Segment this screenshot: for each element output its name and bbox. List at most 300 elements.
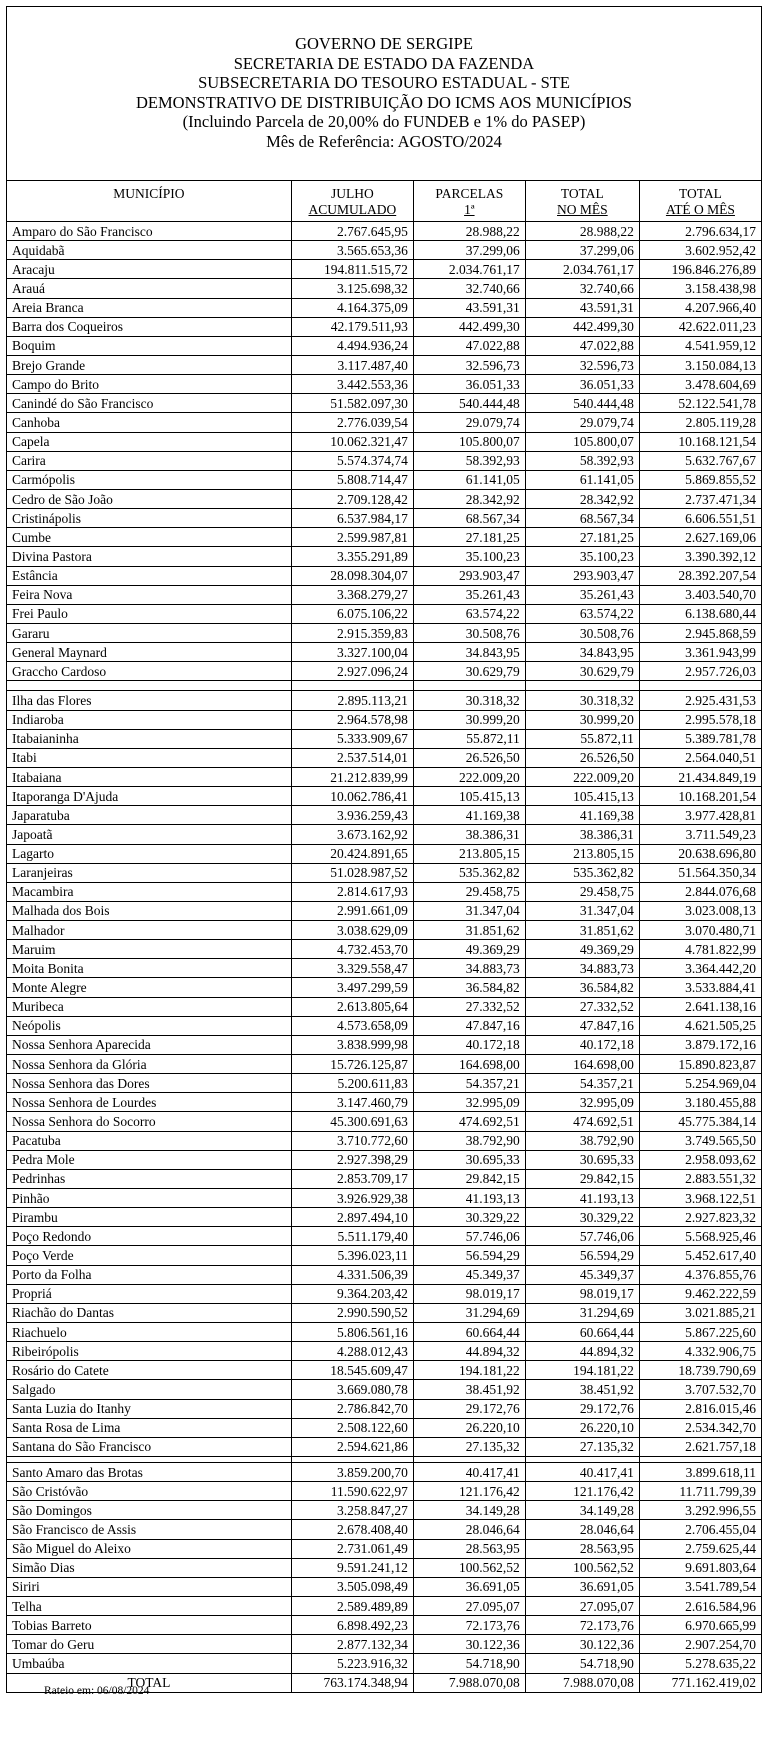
municipio-name: Pedra Mole	[7, 1150, 292, 1169]
julho-acumulado: 3.505.098,49	[291, 1577, 413, 1596]
municipio-name: Lagarto	[7, 844, 292, 863]
julho-acumulado: 2.927.398,29	[291, 1150, 413, 1169]
julho-acumulado: 6.075.106,22	[291, 604, 413, 623]
parcela-1: 54.357,21	[413, 1074, 525, 1093]
municipio-name: Nossa Senhora de Lourdes	[7, 1093, 292, 1112]
julho-acumulado: 2.895.113,21	[291, 691, 413, 710]
total-no-mes: 28.988,22	[525, 222, 639, 241]
total-ate-o-mes: 3.021.885,21	[639, 1303, 761, 1322]
parcela-1: 28.988,22	[413, 222, 525, 241]
table-row	[7, 1227, 762, 1246]
julho-acumulado: 3.859.200,70	[291, 1463, 413, 1482]
julho-acumulado: 10.062.786,41	[291, 787, 413, 806]
total-no-mes: 29.079,74	[525, 413, 639, 432]
parcela-1: 30.695,33	[413, 1150, 525, 1169]
total-no-mes: 36.691,05	[525, 1577, 639, 1596]
total-ate-o-mes: 4.207.966,40	[639, 298, 761, 317]
table-row	[7, 317, 762, 336]
municipio-name: Canindé do São Francisco	[7, 394, 292, 413]
municipio-name: Neópolis	[7, 1016, 292, 1035]
municipio-name: Campo do Brito	[7, 375, 292, 394]
julho-acumulado: 28.098.304,07	[291, 566, 413, 585]
total-no-mes: 30.695,33	[525, 1150, 639, 1169]
table-row	[7, 222, 762, 241]
table-row	[7, 844, 762, 863]
municipio-name: Frei Paulo	[7, 604, 292, 623]
total-no-mes: 105.800,07	[525, 432, 639, 451]
total-no-mes: 29.172,76	[525, 1399, 639, 1418]
gap-cell	[7, 681, 292, 691]
parcela-1: 34.883,73	[413, 959, 525, 978]
julho-acumulado: 15.726.125,87	[291, 1055, 413, 1074]
total-ate-o-mes: 2.957.726,03	[639, 662, 761, 681]
julho-acumulado: 4.573.658,09	[291, 1016, 413, 1035]
total-ate-o-mes: 4.781.822,99	[639, 940, 761, 959]
parcela-1: 98.019,17	[413, 1284, 525, 1303]
parcela-1: 57.746,06	[413, 1227, 525, 1246]
total-ate-o-mes: 5.568.925,46	[639, 1227, 761, 1246]
julho-acumulado: 3.669.080,78	[291, 1380, 413, 1399]
parcela-1: 27.095,07	[413, 1596, 525, 1615]
total-ate-o-mes: 20.638.696,80	[639, 844, 761, 863]
document-header	[6, 6, 762, 180]
total-ate-o-mes: 2.706.455,04	[639, 1520, 761, 1539]
table-row	[7, 1131, 762, 1150]
total-no-mes: 34.843,95	[525, 643, 639, 662]
parcela-1: 27.135,32	[413, 1437, 525, 1456]
total-ate-o-mes: 4.376.855,76	[639, 1265, 761, 1284]
total-no-mes: 35.100,23	[525, 547, 639, 566]
municipio-name: Feira Nova	[7, 585, 292, 604]
parcela-1: 105.415,13	[413, 787, 525, 806]
julho-acumulado: 5.808.714,47	[291, 470, 413, 489]
table-row	[7, 528, 762, 547]
julho-acumulado: 3.710.772,60	[291, 1131, 413, 1150]
total-no-mes: 57.746,06	[525, 1227, 639, 1246]
total-ate-o-mes: 5.254.969,04	[639, 1074, 761, 1093]
julho-acumulado: 2.786.842,70	[291, 1399, 413, 1418]
municipio-name: Poço Verde	[7, 1246, 292, 1265]
julho-acumulado: 4.331.506,39	[291, 1265, 413, 1284]
julho-acumulado: 5.574.374,74	[291, 451, 413, 470]
column-header-municipio-blank	[7, 202, 292, 222]
parcela-1: 47.847,16	[413, 1016, 525, 1035]
julho-acumulado: 5.200.611,83	[291, 1074, 413, 1093]
table-row	[7, 1265, 762, 1284]
total-ate-o-mes: 5.389.781,78	[639, 729, 761, 748]
municipio-name: Ilha das Flores	[7, 691, 292, 710]
julho-acumulado: 3.038.629,09	[291, 921, 413, 940]
column-header-row-top	[7, 181, 762, 202]
parcela-1: 30.508,76	[413, 623, 525, 642]
total-ate-o-mes: 3.977.428,81	[639, 806, 761, 825]
total-no-mes: 40.417,41	[525, 1463, 639, 1482]
municipio-name: Riachão do Dantas	[7, 1303, 292, 1322]
julho-acumulado: 2.990.590,52	[291, 1303, 413, 1322]
julho-acumulado: 51.028.987,52	[291, 863, 413, 882]
total-ate-o-mes: 3.749.565,50	[639, 1131, 761, 1150]
total-ate-o-mes: 52.122.541,78	[639, 394, 761, 413]
total-ate-o-mes: 9.691.803,64	[639, 1558, 761, 1577]
julho-acumulado: 3.442.553,36	[291, 375, 413, 394]
julho-acumulado: 3.117.487,40	[291, 355, 413, 374]
parcela-1: 58.392,93	[413, 451, 525, 470]
total-ate-o-mes: 6.970.665,99	[639, 1616, 761, 1635]
table-row	[7, 863, 762, 882]
icms-distribution-table	[6, 180, 762, 1693]
municipio-name: Graccho Cardoso	[7, 662, 292, 681]
municipio-name: Indiaroba	[7, 710, 292, 729]
total-no-mes: 121.176,42	[525, 1482, 639, 1501]
parcela-1: 41.193,13	[413, 1189, 525, 1208]
municipio-name: Maruim	[7, 940, 292, 959]
julho-acumulado: 51.582.097,30	[291, 394, 413, 413]
table-row	[7, 623, 762, 642]
table-row	[7, 1654, 762, 1673]
parcela-1: 31.294,69	[413, 1303, 525, 1322]
total-ate-o-mes: 51.564.350,34	[639, 863, 761, 882]
parcela-1: 60.664,44	[413, 1323, 525, 1342]
parcela-1: 121.176,42	[413, 1482, 525, 1501]
julho-acumulado: 4.288.012,43	[291, 1342, 413, 1361]
total-ate-o-mes: 2.925.431,53	[639, 691, 761, 710]
municipio-name: Estância	[7, 566, 292, 585]
julho-acumulado: 2.537.514,01	[291, 748, 413, 767]
municipio-name: São Francisco de Assis	[7, 1520, 292, 1539]
julho-acumulado: 2.776.039,54	[291, 413, 413, 432]
julho-acumulado: 3.673.162,92	[291, 825, 413, 844]
parcela-1: 31.851,62	[413, 921, 525, 940]
total-ate-o-mes: 196.846.276,89	[639, 260, 761, 279]
municipio-name: Laranjeiras	[7, 863, 292, 882]
table-row	[7, 882, 762, 901]
row-gap	[7, 681, 762, 691]
julho-acumulado: 2.678.408,40	[291, 1520, 413, 1539]
column-header-julho: JULHO	[291, 181, 413, 202]
total-ate-o-mes: 2.641.138,16	[639, 997, 761, 1016]
total-no-mes: 68.567,34	[525, 509, 639, 528]
gap-cell	[413, 681, 525, 691]
total-ate-o-mes: 4.332.906,75	[639, 1342, 761, 1361]
total-no-mes: 38.792,90	[525, 1131, 639, 1150]
parcela-1: 30.629,79	[413, 662, 525, 681]
municipio-name: Salgado	[7, 1380, 292, 1399]
total-no-mes: 32.596,73	[525, 355, 639, 374]
total-no-mes: 31.294,69	[525, 1303, 639, 1322]
total-no-mes: 28.046,64	[525, 1520, 639, 1539]
julho-acumulado: 2.709.128,42	[291, 489, 413, 508]
parcela-1: 100.562,52	[413, 1558, 525, 1577]
table-row	[7, 1112, 762, 1131]
parcela-1: 30.318,32	[413, 691, 525, 710]
table-row	[7, 901, 762, 920]
municipio-name: Simão Dias	[7, 1558, 292, 1577]
total-no-mes: 105.415,13	[525, 787, 639, 806]
total-ate-o-mes: 2.945.868,59	[639, 623, 761, 642]
total-no-mes: 29.842,15	[525, 1169, 639, 1188]
column-header-total-ate: TOTAL	[639, 181, 761, 202]
total-no-mes: 222.009,20	[525, 767, 639, 786]
table-row	[7, 1399, 762, 1418]
total-no-mes: 54.718,90	[525, 1654, 639, 1673]
parcela-1: 30.999,20	[413, 710, 525, 729]
municipio-name: Nossa Senhora Aparecida	[7, 1035, 292, 1054]
total-no-mes: 34.883,73	[525, 959, 639, 978]
municipio-name: Cedro de São João	[7, 489, 292, 508]
total-no-mes: 58.392,93	[525, 451, 639, 470]
total-ate-o-mes: 5.867.225,60	[639, 1323, 761, 1342]
total-no-mes: 293.903,47	[525, 566, 639, 585]
total-no-mes: 442.499,30	[525, 317, 639, 336]
column-header-parcelas: PARCELAS	[413, 181, 525, 202]
julho-acumulado: 3.125.698,32	[291, 279, 413, 298]
parcela-1: 222.009,20	[413, 767, 525, 786]
municipio-name: Tomar do Geru	[7, 1635, 292, 1654]
total-julho: 763.174.348,94	[291, 1673, 413, 1692]
municipio-name: Propriá	[7, 1284, 292, 1303]
parcela-1: 61.141,05	[413, 470, 525, 489]
parcela-1: 32.995,09	[413, 1093, 525, 1112]
municipio-name: Carmópolis	[7, 470, 292, 489]
parcela-1: 40.417,41	[413, 1463, 525, 1482]
parcela-1: 54.718,90	[413, 1654, 525, 1673]
column-subheader-acumulado: ACUMULADO	[291, 202, 413, 222]
municipio-name: General Maynard	[7, 643, 292, 662]
julho-acumulado: 3.355.291,89	[291, 547, 413, 566]
municipio-name: Santa Rosa de Lima	[7, 1418, 292, 1437]
total-ate-o-mes: 2.958.093,62	[639, 1150, 761, 1169]
table-row	[7, 1342, 762, 1361]
table-row	[7, 336, 762, 355]
julho-acumulado: 3.258.847,27	[291, 1501, 413, 1520]
municipio-name: Malhador	[7, 921, 292, 940]
parcela-1: 49.369,29	[413, 940, 525, 959]
parcela-1: 38.386,31	[413, 825, 525, 844]
total-no-mes: 31.851,62	[525, 921, 639, 940]
table-row	[7, 1284, 762, 1303]
parcela-1: 40.172,18	[413, 1035, 525, 1054]
parcela-1: 30.122,36	[413, 1635, 525, 1654]
municipio-name: Santo Amaro das Brotas	[7, 1463, 292, 1482]
municipio-name: Ribeirópolis	[7, 1342, 292, 1361]
municipio-name: Riachuelo	[7, 1323, 292, 1342]
total-ate-o-mes: 3.023.008,13	[639, 901, 761, 920]
table-row	[7, 1208, 762, 1227]
municipio-name: São Miguel do Aleixo	[7, 1539, 292, 1558]
parcela-1: 213.805,15	[413, 844, 525, 863]
table-row	[7, 1437, 762, 1456]
table-row	[7, 394, 762, 413]
municipio-name: Santana do São Francisco	[7, 1437, 292, 1456]
table-row	[7, 260, 762, 279]
municipio-name: Pinhão	[7, 1189, 292, 1208]
total-no-mes: 40.172,18	[525, 1035, 639, 1054]
julho-acumulado: 2.877.132,34	[291, 1635, 413, 1654]
parcela-1: 26.526,50	[413, 748, 525, 767]
total-ate-o-mes: 5.452.617,40	[639, 1246, 761, 1265]
julho-acumulado: 5.333.909,67	[291, 729, 413, 748]
total-ate-o-mes: 2.616.584,96	[639, 1596, 761, 1615]
total-no-mes: 34.149,28	[525, 1501, 639, 1520]
total-no-mes: 540.444,48	[525, 394, 639, 413]
table-row	[7, 1361, 762, 1380]
julho-acumulado: 5.223.916,32	[291, 1654, 413, 1673]
table-row	[7, 432, 762, 451]
municipio-name: Monte Alegre	[7, 978, 292, 997]
total-no-mes: 72.173,76	[525, 1616, 639, 1635]
total-no-mes: 29.458,75	[525, 882, 639, 901]
municipio-name: Brejo Grande	[7, 355, 292, 374]
total-ate-o-mes: 3.158.438,98	[639, 279, 761, 298]
total-no-mes: 27.332,52	[525, 997, 639, 1016]
municipio-name: Capela	[7, 432, 292, 451]
table-row	[7, 806, 762, 825]
parcela-1: 32.596,73	[413, 355, 525, 374]
municipio-name: Arauá	[7, 279, 292, 298]
municipio-name: Gararu	[7, 623, 292, 642]
julho-acumulado: 3.329.558,47	[291, 959, 413, 978]
header-line-subtitle: (Incluindo Parcela de 20,00% do FUNDEB e 1% do PASEP)	[182, 112, 586, 131]
parcela-1: 34.149,28	[413, 1501, 525, 1520]
parcela-1: 27.181,25	[413, 528, 525, 547]
julho-acumulado: 2.814.617,93	[291, 882, 413, 901]
municipio-name: Tobias Barreto	[7, 1616, 292, 1635]
table-row	[7, 662, 762, 681]
parcela-1: 38.451,92	[413, 1380, 525, 1399]
total-ate-o-mes: 21.434.849,19	[639, 767, 761, 786]
table-row	[7, 643, 762, 662]
total-ate-o-mes: 2.805.119,28	[639, 413, 761, 432]
total-no-mes: 7.988.070,08	[525, 1673, 639, 1692]
total-no-mes: 100.562,52	[525, 1558, 639, 1577]
table-row	[7, 604, 762, 623]
municipio-name: Umbaúba	[7, 1654, 292, 1673]
total-no-mes: 55.872,11	[525, 729, 639, 748]
table-row	[7, 1616, 762, 1635]
parcela-1: 38.792,90	[413, 1131, 525, 1150]
column-subheader-parcela-1: 1ª	[413, 202, 525, 222]
julho-acumulado: 9.591.241,12	[291, 1558, 413, 1577]
total-no-mes: 213.805,15	[525, 844, 639, 863]
total-no-mes: 35.261,43	[525, 585, 639, 604]
column-header-municipio: MUNICÍPIO	[7, 181, 292, 202]
julho-acumulado: 10.062.321,47	[291, 432, 413, 451]
total-no-mes: 45.349,37	[525, 1265, 639, 1284]
table-row	[7, 1501, 762, 1520]
column-subheader-ate-o-mes: ATÉ O MÊS	[639, 202, 761, 222]
parcela-1: 68.567,34	[413, 509, 525, 528]
municipio-name: Canhoba	[7, 413, 292, 432]
total-no-mes: 36.051,33	[525, 375, 639, 394]
table-row	[7, 748, 762, 767]
total-no-mes: 28.342,92	[525, 489, 639, 508]
total-no-mes: 63.574,22	[525, 604, 639, 623]
total-ate-o-mes: 5.869.855,52	[639, 470, 761, 489]
total-ate-o-mes: 3.968.122,51	[639, 1189, 761, 1208]
total-no-mes: 54.357,21	[525, 1074, 639, 1093]
municipio-name: Poço Redondo	[7, 1227, 292, 1246]
header-line-subsecretariat: SUBSECRETARIA DO TESOURO ESTADUAL - STE	[198, 73, 570, 92]
municipio-name: Aracaju	[7, 260, 292, 279]
julho-acumulado: 194.811.515,72	[291, 260, 413, 279]
julho-acumulado: 6.898.492,23	[291, 1616, 413, 1635]
total-ate-o-mes: 2.627.169,06	[639, 528, 761, 547]
gap-cell	[525, 681, 639, 691]
parcela-1: 28.046,64	[413, 1520, 525, 1539]
table-row	[7, 1418, 762, 1437]
total-ate-o-mes: 3.899.618,11	[639, 1463, 761, 1482]
total-no-mes: 56.594,29	[525, 1246, 639, 1265]
total-no-mes: 2.034.761,17	[525, 260, 639, 279]
total-no-mes: 38.386,31	[525, 825, 639, 844]
table-row	[7, 1303, 762, 1322]
table-row	[7, 566, 762, 585]
document	[6, 6, 762, 1693]
julho-acumulado: 3.497.299,59	[291, 978, 413, 997]
total-ate-o-mes: 18.739.790,69	[639, 1361, 761, 1380]
municipio-name: Macambira	[7, 882, 292, 901]
julho-acumulado: 3.327.100,04	[291, 643, 413, 662]
total-ate-o-mes: 11.711.799,39	[639, 1482, 761, 1501]
municipio-name: Itabi	[7, 748, 292, 767]
parcela-1: 35.261,43	[413, 585, 525, 604]
julho-acumulado: 2.613.805,64	[291, 997, 413, 1016]
julho-acumulado: 2.767.645,95	[291, 222, 413, 241]
parcela-1: 29.458,75	[413, 882, 525, 901]
table-row	[7, 1169, 762, 1188]
total-no-mes: 47.022,88	[525, 336, 639, 355]
total-ate-o-mes: 3.180.455,88	[639, 1093, 761, 1112]
total-no-mes: 43.591,31	[525, 298, 639, 317]
table-row	[7, 1596, 762, 1615]
total-ate-o-mes: 771.162.419,02	[639, 1673, 761, 1692]
parcela-1: 56.594,29	[413, 1246, 525, 1265]
table-row	[7, 959, 762, 978]
total-no-mes: 61.141,05	[525, 470, 639, 489]
table-row	[7, 279, 762, 298]
rateio-date: Rateio em: 06/08/2024	[44, 1685, 150, 1697]
julho-acumulado: 3.936.259,43	[291, 806, 413, 825]
julho-acumulado: 4.732.453,70	[291, 940, 413, 959]
total-no-mes: 30.329,22	[525, 1208, 639, 1227]
municipio-name: Cumbe	[7, 528, 292, 547]
table-row	[7, 1189, 762, 1208]
table-row	[7, 509, 762, 528]
parcela-1: 442.499,30	[413, 317, 525, 336]
table-row	[7, 921, 762, 940]
total-ate-o-mes: 3.478.604,69	[639, 375, 761, 394]
municipio-name: São Cristóvão	[7, 1482, 292, 1501]
total-no-mes: 30.508,76	[525, 623, 639, 642]
julho-acumulado: 5.806.561,16	[291, 1323, 413, 1342]
municipio-name: Itabaiana	[7, 767, 292, 786]
julho-acumulado: 6.537.984,17	[291, 509, 413, 528]
total-no-mes: 32.995,09	[525, 1093, 639, 1112]
parcela-1: 37.299,06	[413, 241, 525, 260]
parcela-1: 105.800,07	[413, 432, 525, 451]
total-ate-o-mes: 5.278.635,22	[639, 1654, 761, 1673]
municipio-name: Pedrinhas	[7, 1169, 292, 1188]
total-no-mes: 36.584,82	[525, 978, 639, 997]
julho-acumulado: 9.364.203,42	[291, 1284, 413, 1303]
total-ate-o-mes: 10.168.121,54	[639, 432, 761, 451]
julho-acumulado: 2.991.661,09	[291, 901, 413, 920]
header-line-secretariat: SECRETARIA DE ESTADO DA FAZENDA	[233, 53, 535, 73]
table-row	[7, 470, 762, 489]
julho-acumulado: 3.565.653,36	[291, 241, 413, 260]
table-row	[7, 413, 762, 432]
table-row	[7, 710, 762, 729]
